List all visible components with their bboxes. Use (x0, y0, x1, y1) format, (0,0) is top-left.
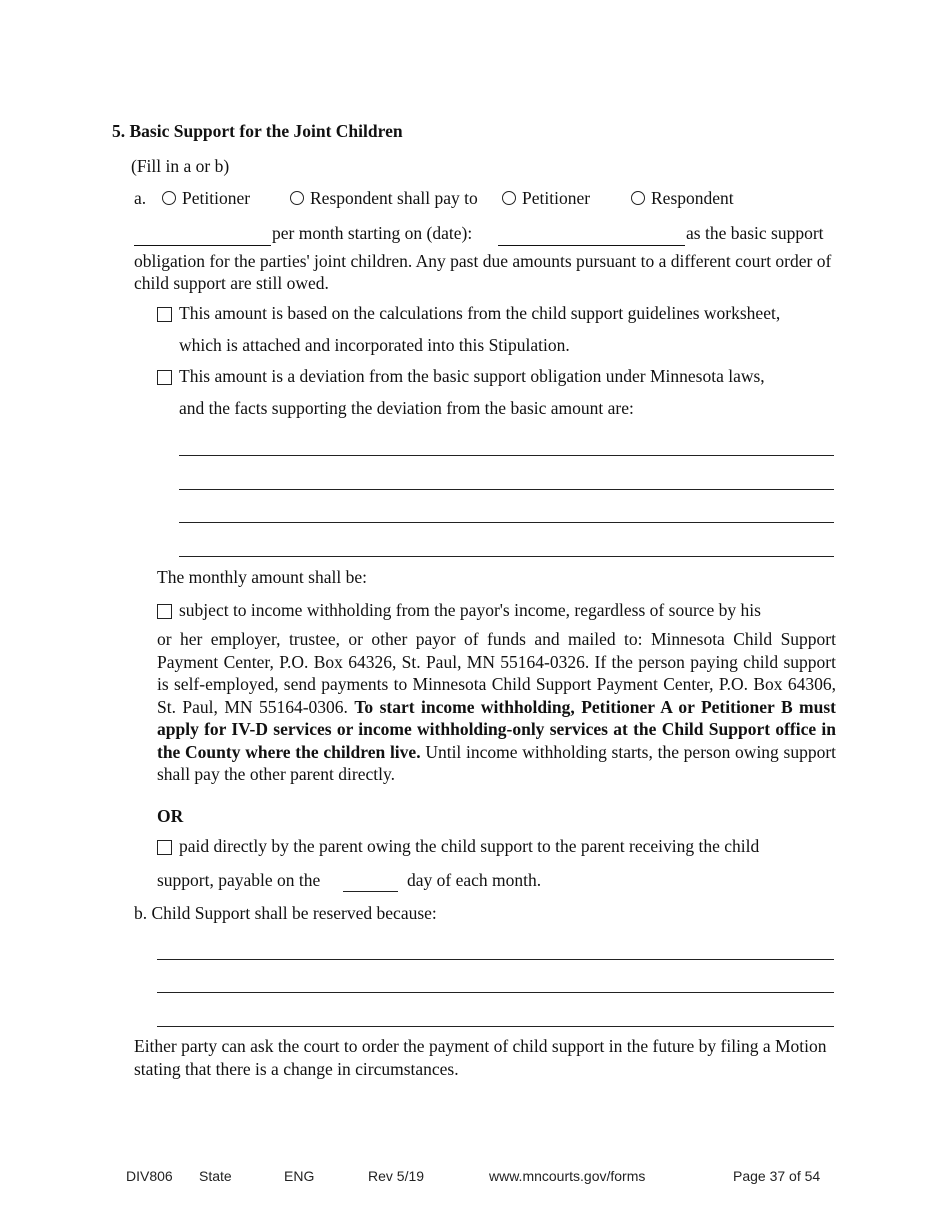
closing-text: Either party can ask the court to order the payment of child support in the future by filing a Motion stating that there is a change in circumstances. (134, 1036, 827, 1079)
radio-circle-icon (290, 191, 304, 205)
reserved-reason-line-1[interactable] (157, 959, 834, 960)
income-withholding-checkbox[interactable] (157, 604, 172, 619)
or-separator: OR (157, 806, 184, 826)
radio-circle-icon (631, 191, 645, 205)
footer-revision: Rev 5/19 (368, 1168, 425, 1184)
deviation-facts-line-3[interactable] (179, 522, 834, 523)
guidelines-checkbox[interactable] (157, 307, 172, 322)
basic-support-label: as the basic support (686, 223, 824, 243)
obligation-text: obligation for the parties' joint children. Any past due amounts pursuant to a different court order of child support are still owed. (134, 251, 832, 293)
monthly-amount-label: The monthly amount shall be: (157, 567, 367, 587)
option-a-label: a. (134, 188, 147, 208)
per-month-label: per month starting on (date): (272, 223, 473, 243)
withholding-text-first: subject to income withholding from the payor's income, regardless of source by his (179, 600, 761, 620)
footer-page-number: Page 37 of 54 (733, 1168, 821, 1184)
payer-petitioner-radio[interactable]: Petitioner (162, 188, 250, 209)
footer-form-id: DIV806 (126, 1168, 173, 1184)
deviation-facts-line-4[interactable] (179, 556, 834, 557)
reserved-reason-line-2[interactable] (157, 992, 834, 993)
deviation-checkbox[interactable] (157, 370, 172, 385)
payer-respondent-radio[interactable]: Respondent shall pay to (290, 188, 478, 209)
amount-field[interactable] (134, 245, 271, 246)
payable-day-label: support, payable on the (157, 870, 321, 890)
guidelines-text-2: which is attached and incorporated into this Stipulation. (179, 335, 570, 355)
deviation-facts-line-1[interactable] (179, 455, 834, 456)
direct-payment-text-1: paid directly by the parent owing the child support to the parent receiving the child (179, 836, 760, 856)
deviation-facts-line-2[interactable] (179, 489, 834, 490)
payee-respondent-radio[interactable]: Respondent (631, 188, 734, 209)
footer-language: ENG (284, 1168, 315, 1184)
payment-day-field[interactable] (343, 891, 398, 892)
fill-instruction: (Fill in a or b) (131, 156, 230, 176)
payee-petitioner-radio[interactable]: Petitioner (502, 188, 590, 209)
section-title: 5. Basic Support for the Joint Children (112, 121, 403, 141)
deviation-text-2: and the facts supporting the deviation from the basic amount are: (179, 398, 634, 418)
start-date-field[interactable] (498, 245, 685, 246)
deviation-text-1: This amount is a deviation from the basic support obligation under Minnesota laws, (179, 366, 765, 386)
direct-payment-checkbox[interactable] (157, 840, 172, 855)
day-of-month-label: day of each month. (407, 870, 542, 890)
footer-jurisdiction: State (199, 1168, 232, 1184)
radio-circle-icon (502, 191, 516, 205)
footer-website: www.mncourts.gov/forms (489, 1168, 646, 1184)
option-b-text: b. Child Support shall be reserved because: (134, 903, 437, 923)
reserved-reason-line-3[interactable] (157, 1026, 834, 1027)
withholding-paragraph: or her employer, trustee, or other payor of funds and mailed to: Minnesota Child Support Payment Center, P.O. Box 64326, St. Paul, MN 55164-0326. If the person paying child support is self-employed, send payments to Minnesota Child Support Payment Center, P.O. Box 64306, St. Paul, MN 55164-0306. To start income withholding, Petitioner A or Petitioner B must apply for IV-D services or income withholding-only services at the Child Support office in the County where the children live. Until income withholding starts, the person owing support shall pay the other parent directly. (157, 629, 837, 784)
guidelines-text-1: This amount is based on the calculations from the child support guidelines worksheet, (179, 303, 781, 323)
radio-circle-icon (162, 191, 176, 205)
